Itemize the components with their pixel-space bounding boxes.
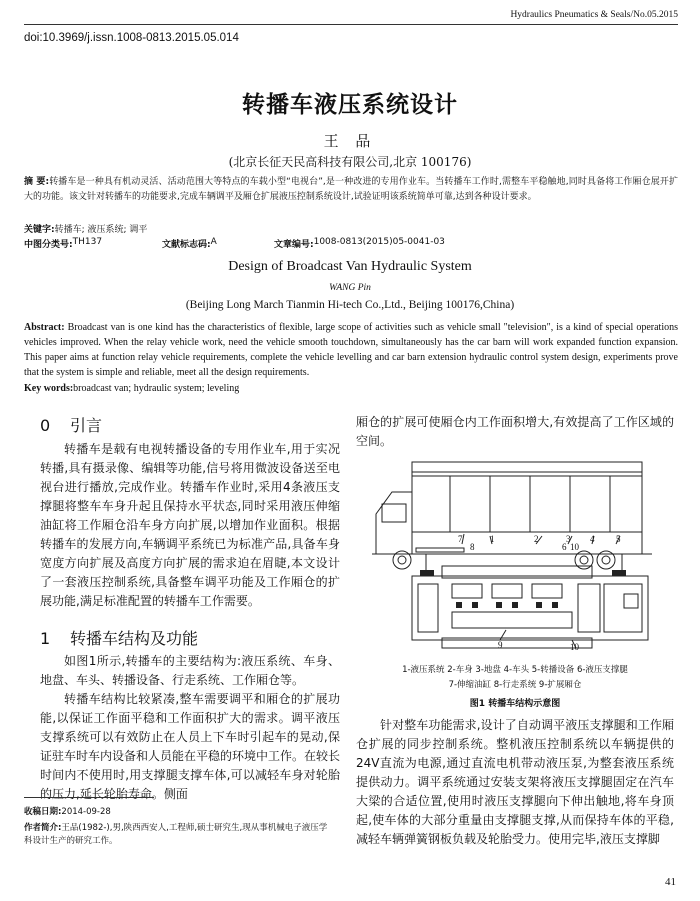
fig-label-4: 4 [590, 534, 595, 544]
work-desk [452, 612, 572, 628]
footnote-rule [24, 797, 154, 798]
keywords-cn [24, 222, 147, 235]
keywords-cn-text: 转播车; 液压系统; 调平 [54, 225, 148, 235]
title-cn: 转播车液压系统设计 [242, 92, 458, 118]
figure-legend-1: 1-液压系统 2-车身 3-地盘 4-车头 5-转播设备 6-液压支撑腿 [402, 665, 628, 675]
footnote-bio [24, 822, 334, 848]
section-0-number: 0 [40, 416, 51, 435]
keywords-en-label: Key words: [24, 383, 74, 394]
door [624, 594, 638, 608]
abstract-en-label: Abstract: [24, 322, 65, 333]
footnote-received [24, 806, 334, 819]
wheel-hub [602, 556, 610, 564]
console [452, 584, 482, 598]
seat [512, 602, 518, 608]
fig-label-9: 9 [498, 640, 503, 650]
article-no-value: 1008-0813(2015)05-0041-03 [313, 237, 445, 247]
equipment-rack [578, 584, 600, 632]
fig-label-3: 3 [566, 534, 571, 544]
rack [418, 584, 438, 632]
abstract-cn-label: 摘 要: [24, 177, 50, 187]
section-0-heading [40, 413, 102, 436]
fig-label-10b: 10 [570, 642, 579, 650]
cab-window [382, 504, 406, 522]
section-0-title: 引言 [70, 416, 103, 435]
bio-text: 王品(1982-),男,陕西西安人,工程师,硕士研究生,现从事机械电子液压学科设计生产的研究工作。 [24, 823, 328, 846]
cab-outline [376, 492, 412, 554]
seat [536, 602, 542, 608]
abstract-en-text: Broadcast van is one kind has the characteristics of flexible, large scope of activities such as vehicle small "television", is a kind of special operations vehicles improved. When the relay vehicle work, need the vehicle smooth touchdown, simultaneously has the car barn will work expanded function expansion. This paper aims at function relay vehicle requirements, complete the vehicle levelling and car barn extension hydraulic control system design, experiments prove that the system is simple and reliable, meet all the design requirements. [24, 322, 678, 378]
author-cn: 王 品 [323, 132, 377, 150]
column-2-continuation [356, 413, 674, 451]
keywords-cn-label: 关键字: [24, 225, 55, 235]
figure-caption: 图1 转播车结构示意图 [469, 699, 561, 709]
title-en: Design of Broadcast Van Hydraulic System [228, 259, 472, 274]
header-rule [24, 24, 678, 25]
fig-label-6: 6 [562, 542, 567, 552]
section-1-number: 1 [40, 629, 51, 648]
section-1-body [40, 652, 340, 804]
section-0-body [40, 440, 340, 611]
fig-label-5: 5 [616, 534, 621, 544]
journal-header: Hydraulics Pneumatics & Seals/No.05.2015 [510, 10, 678, 20]
doi[interactable]: doi:10.3969/j.issn.1008-0813.2015.05.014 [24, 32, 239, 44]
seat [472, 602, 478, 608]
abstract-cn-text: 转播车是一种具有机动灵活、活动范围大等特点的车载小型“电视台”,是一种改进的专用作业车。当转播车工作时,需整车平稳触地,同时具备将工作厢仓展开扩大的功能。该文针对转播车的功能要求,完成车辆调平及厢仓扩展液压控制系统设计,试验证明该系统简单可靠,达到各种设计要求。 [24, 177, 678, 202]
section-1-paragraph-2: 转播车结构比较紧凑,整车需要调平和厢仓的扩展功能,以保证工作面平稳和工作面积扩大的需求。调平液压支撑系统可以有效防止在人员上下车时引起车的晃动,保证驻车时车内设备和人员能在平稳的环境中工作。在较长时间内不使用时,用支撑腿支撑车体,可以减轻车身对轮胎的压力,延长轮胎寿命。侧面 [40, 692, 341, 801]
continuation-paragraph: 厢仓的扩展可使厢仓内工作面积增大,有效提高了工作区域的空间。 [356, 415, 674, 448]
column-2-body [356, 716, 674, 849]
fig-label-1: 1 [490, 534, 495, 544]
fig-label-7: 7 [458, 534, 463, 544]
section-0-paragraph: 转播车是载有电视转播设备的专用作业车,用于实况转播,具有摄录像、编辑等功能,信号将用微波设备送至电视台进行播放,完成作业。转播车作业时,采用4条液压支撑腿将整车车身升起且保持水平状态,同时采用液压伸缩油缸将工作厢仓沿车身方向扩展,以增加作业面积。根据转播车的发展方向,车辆调平系统已为标准产品,具备车身宽度方向扩展及高度方向扩展的需求迫在眉睫,本文设计了一套液压控制系统,具备整车调平功能及工作厢仓的扩展功能,满足标准配置的转播车工作需要。 [40, 442, 340, 608]
expanded-cabin-outline [412, 576, 648, 640]
cylinder [612, 570, 626, 576]
column-2-paragraph: 针对整车功能需求,设计了自动调平液压支撑腿和工作厢仓扩展的同步控制系统。整机液压控制系统以车辆提供的24V直流为电源,通过直流电机带动液压泵,为整套液压系统提供动力。调平系统通过安装支架将液压支撑腿固定在汽车大梁的合适位置,使用时液压支撑腿向下伸出触地,将车身顶起,使车体的大部分重量由支撑腿支撑,从而保持车体的平稳,减轻车辆弹簧钢板负载及轮胎受力。使用完毕,液压支撑脚 [356, 718, 674, 846]
affiliation-en: (Beijing Long March Tianmin Hi-tech Co.,Ltd., Beijing 100176,China) [185, 299, 515, 311]
fig-label-10a: 10 [570, 542, 579, 552]
affiliation-cn: (北京长征天民高科技有限公司,北京 100176) [228, 155, 472, 169]
console [532, 584, 562, 598]
article-no-label: 文章编号: [274, 240, 314, 250]
seat [552, 602, 558, 608]
clc-value: TH137 [72, 237, 103, 247]
received-label: 收稿日期: [24, 807, 62, 817]
page-number: 41 [665, 876, 676, 888]
fig-label-2: 2 [534, 534, 539, 544]
seat [456, 602, 462, 608]
fig-label-8: 8 [470, 542, 475, 552]
wheel-hub [398, 556, 406, 564]
figure-legend-2: 7-伸缩油缸 8-行走系统 9-扩展厢仓 [448, 680, 582, 690]
abstract-en [24, 320, 678, 380]
console [492, 584, 522, 598]
clc-label: 中图分类号: [24, 240, 73, 250]
doc-code-label: 文献标志码: [162, 240, 211, 250]
received-date: 2014-09-28 [61, 807, 111, 817]
keywords-en [24, 383, 239, 394]
wheel-hub [580, 556, 588, 564]
figure-1-diagram [372, 452, 662, 650]
abstract-cn [24, 175, 678, 205]
bio-label: 作者简介: [24, 823, 62, 833]
seat [496, 602, 502, 608]
section-1-heading [40, 626, 198, 649]
section-1-paragraph-1: 如图1所示,转播车的主要结构为:液压系统、车身、地盘、车头、转播设备、行走系统、工作厢仓等。 [40, 654, 340, 687]
author-en: WANG Pin [329, 283, 371, 293]
doc-code-value: A [210, 237, 217, 247]
section-1-title: 转播车结构及功能 [70, 629, 199, 648]
hydraulic-unit [416, 548, 464, 552]
keywords-en-text: broadcast van; hydraulic system; leveling [73, 383, 240, 394]
cylinder [420, 570, 434, 576]
